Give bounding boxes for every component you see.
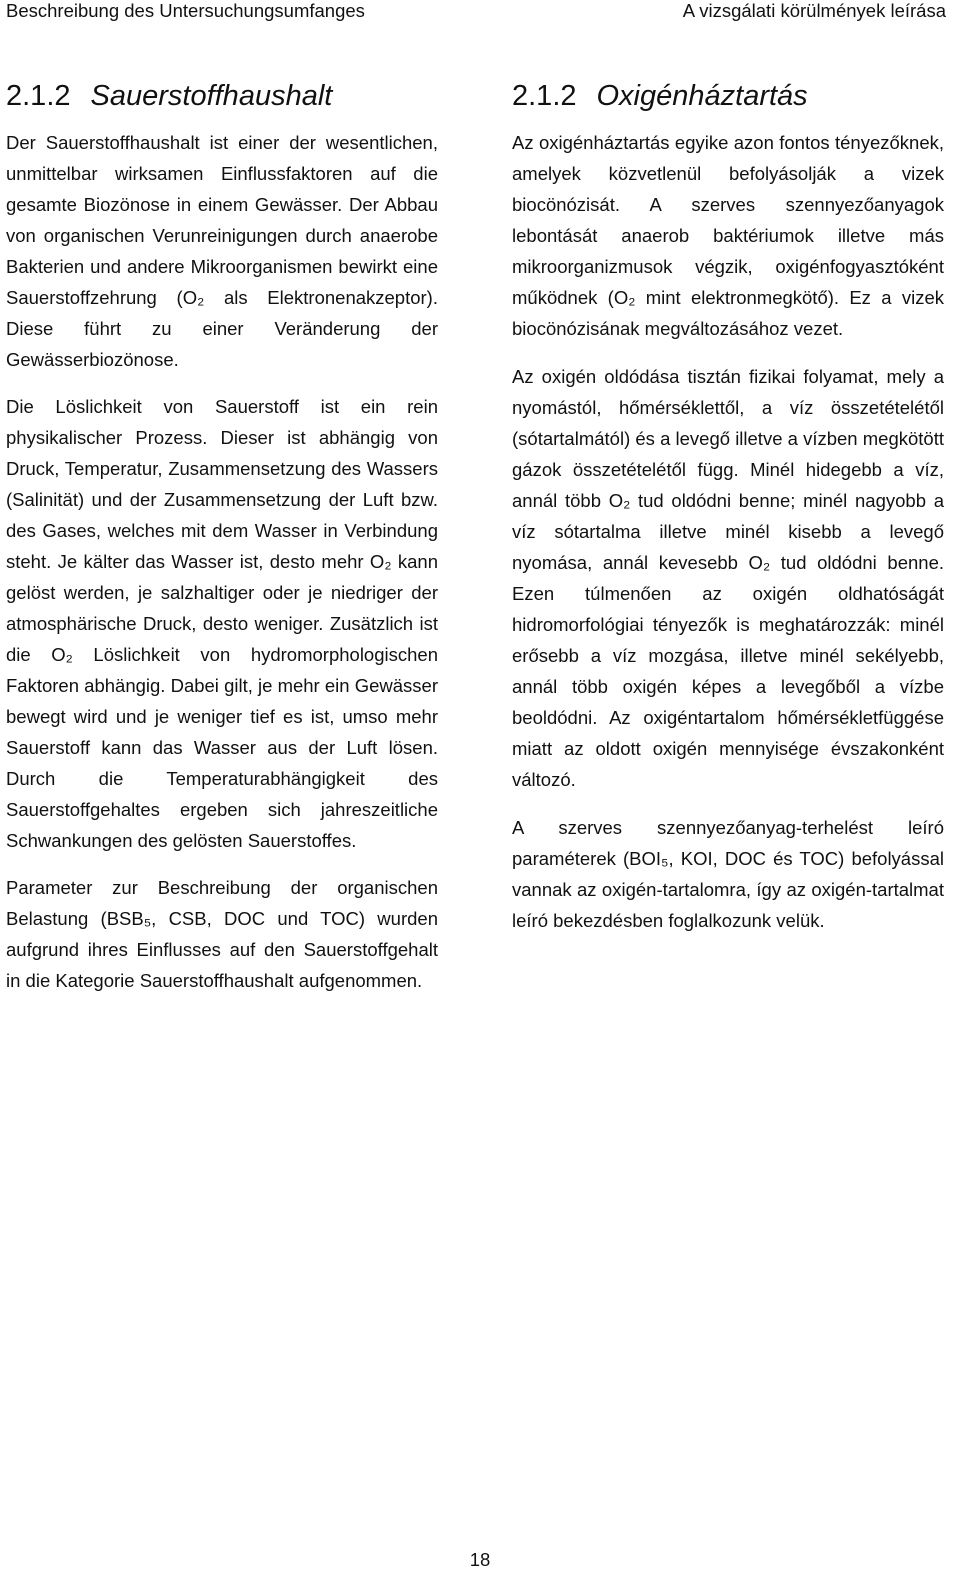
page-number: 18 <box>469 1549 491 1570</box>
running-header <box>6 0 946 24</box>
german-paragraph-1: Der Sauerstoffhaushalt ist einer der wesentlichen, unmittelbar wirksamen Einflussfaktoren auf die gesamte Biozönose in einem Gewässer. Der Abbau von organischen Verunreinigungen durch anaerobe Bakterien und andere Mikroorganismen bewirkt eine Sauerstoffzehrung (O₂ als Elektronenakzeptor). Diese führt zu einer Veränderung der Gewässerbiozönose. <box>6 132 438 370</box>
german-section-heading <box>6 76 438 116</box>
hungarian-paragraph-1: Az oxigénháztartás egyike azon fontos tényezőknek, amelyek közvetlenül befolyásolják a vizek biocönózisát. A szerves szennyezőanyagok lebontását anaerob baktériumok illetve más mikroorganizmusok végzik, oxigénfogyasztóként működnek (O₂ mint elektronmegkötő). Ez a vizek biocönózisának megváltozásához vezet. <box>512 132 944 339</box>
german-section-title: Sauerstoffhaushalt <box>90 80 333 112</box>
german-paragraph-2: Die Löslichkeit von Sauerstoff ist ein rein physikalischer Prozess. Dieser ist abhängig von Druck, Temperatur, Zusammensetzung des Wassers (Salinität) und der Zusammensetzung der Luft bzw. des Gases, welches mit dem Wasser in Verbindung steht. Je kälter das Wasser ist, desto mehr O₂ kann gelöst werden, je salzhaltiger oder je niedriger der atmosphärische Druck, desto weniger. Zusätzlich ist die O₂ Löslichkeit von hydromorphologischen Faktoren abhängig. Dabei gilt, je mehr ein Gewässer bewegt wird und je weniger tief es ist, umso mehr Sauerstoff kann das Wasser aus der Luft lösen. Durch die Temperaturabhängigkeit des Sauerstoffgehaltes ergeben sich jahreszeitliche Schwankungen des gelösten Sauerstoffes. <box>6 396 438 851</box>
hungarian-paragraph-2: Az oxigén oldódása tisztán fizikai folyamat, mely a nyomástól, hőmérséklettől, a víz összetételétől (sótartalmától) és a levegő illetve a vízben megkötött gázok összetételétől függ. Minél hidegebb a víz, annál több O₂ tud oldódni benne; minél nagyobb a víz sótartalma illetve minél kisebb a levegő nyomása, annál kevesebb O₂ tud oldódni benne. Ezen túlmenően az oxigén oldhatóságát hidromorfológiai tényezők is meghatározzák: minél erősebb a víz mozgása, illetve minél sekélyebb, annál több oxigén képes a levegőből a vízbe beoldódni. Az oxigéntartalom hőmérsékletfüggése miatt az oldott oxigén mennyisége évszakonként változó. <box>512 366 944 790</box>
hungarian-column <box>512 76 944 936</box>
german-paragraph-3: Parameter zur Beschreibung der organischen Belastung (BSB₅, CSB, DOC und TOC) wurden aufgrund ihres Einflusses auf den Sauerstoffgehalt in die Kategorie Sauerstoffhaushalt aufgenommen. <box>6 877 438 991</box>
hungarian-section-number: 2.1.2 <box>512 80 577 112</box>
header-left-title: Beschreibung des Untersuchungsumfanges <box>6 0 365 21</box>
hungarian-section-heading <box>512 76 944 116</box>
header-right-title: A vizsgálati körülmények leírása <box>682 0 946 21</box>
hungarian-paragraph-3: A szerves szennyezőanyag-terhelést leíró paraméterek (BOI₅, KOI, DOC és TOC) befolyással vannak az oxigén-tartalomra, így az oxigén-tartalmat leíró bekezdésben foglalkozunk velük. <box>512 817 944 931</box>
german-column <box>6 76 438 996</box>
german-section-number: 2.1.2 <box>6 80 71 112</box>
hungarian-section-title: Oxigénháztartás <box>596 80 808 112</box>
